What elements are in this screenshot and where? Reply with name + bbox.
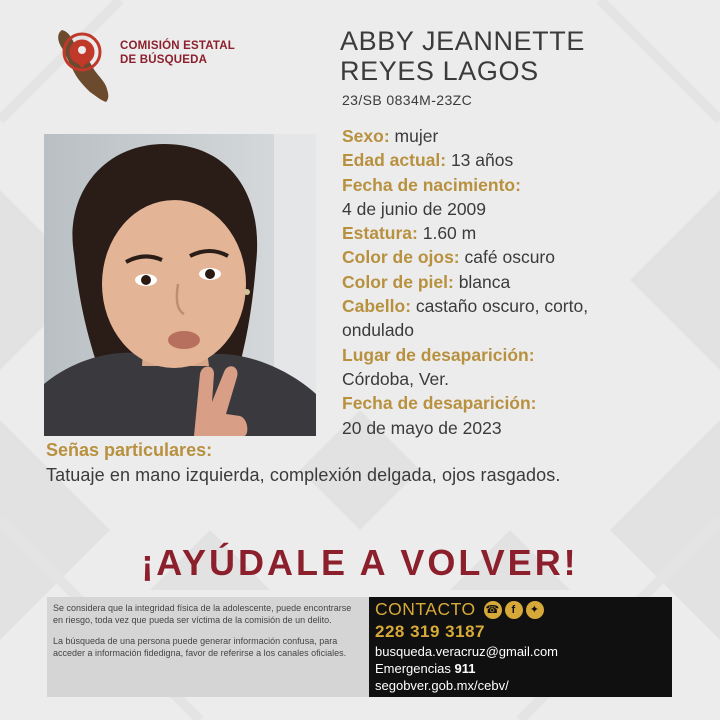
contact-box bbox=[369, 597, 672, 697]
cabello-label: Cabello: bbox=[342, 296, 412, 317]
estatura-row bbox=[342, 221, 712, 245]
piel-row bbox=[342, 270, 712, 294]
edad-value: 13 años bbox=[450, 150, 514, 171]
disclaimer-box bbox=[47, 597, 369, 697]
ojos-label: Color de ojos: bbox=[342, 247, 460, 268]
person-name-line1: ABBY JEANNETTE bbox=[340, 26, 585, 56]
contact-heading-row bbox=[375, 599, 544, 620]
person-name bbox=[340, 26, 585, 86]
organization-logo bbox=[48, 26, 278, 104]
lugar-label: Lugar de desaparición: bbox=[342, 344, 535, 365]
sexo-row bbox=[342, 124, 712, 148]
slogan-heading: ¡AYÚDALE A VOLVER! bbox=[141, 542, 579, 583]
disclaimer-paragraph-1: Se considera que la integridad física de la adolescente, puede encontrarse en riesgo, toda vez que pueda ser víctima de la comisión de un delito. bbox=[53, 603, 352, 625]
social-icons bbox=[484, 601, 544, 619]
contact-website[interactable]: segobver.gob.mx/cebv/ bbox=[375, 678, 509, 693]
disclaimer-paragraph-2: La búsqueda de una persona puede generar información confusa, para acceder a información fidedigna, favor de referirse a los canales oficiales. bbox=[53, 636, 347, 658]
ojos-row bbox=[342, 245, 712, 269]
fecha-desaparicion-label: Fecha de desaparición: bbox=[342, 393, 537, 414]
senas-text: Tatuaje en mano izquierda, complexión delgada, ojos rasgados. bbox=[46, 465, 561, 485]
portrait-illustration bbox=[44, 134, 316, 436]
ojos-value: café oscuro bbox=[464, 247, 555, 268]
fecha-desaparicion-value: 20 de mayo de 2023 bbox=[342, 417, 502, 438]
nacimiento-label: Fecha de nacimiento: bbox=[342, 174, 521, 195]
twitter-icon[interactable]: ✦ bbox=[526, 601, 544, 619]
organization-name-line1: COMISIÓN ESTATAL bbox=[120, 40, 235, 52]
facebook-icon[interactable]: f bbox=[505, 601, 523, 619]
cabello-value-line1: castaño oscuro, corto, bbox=[415, 296, 589, 317]
person-name-line2: REYES LAGOS bbox=[340, 56, 539, 86]
cabello-value-line2: ondulado bbox=[342, 320, 415, 341]
nacimiento-value: 4 de junio de 2009 bbox=[342, 198, 487, 219]
emergencias-label: Emergencias bbox=[375, 661, 451, 676]
edad-row bbox=[342, 148, 712, 172]
sexo-value: mujer bbox=[394, 126, 439, 146]
lugar-value: Córdoba, Ver. bbox=[342, 368, 450, 389]
person-details bbox=[342, 124, 712, 440]
case-folio: 23/SB 0834M-23ZC bbox=[342, 92, 473, 108]
organization-name-line2: DE BÚSQUEDA bbox=[120, 54, 208, 66]
estatura-label: Estatura: bbox=[342, 223, 418, 244]
piel-value: blanca bbox=[458, 271, 511, 292]
contact-email[interactable]: busqueda.veracruz@gmail.com bbox=[375, 644, 559, 659]
piel-label: Color de piel: bbox=[342, 271, 454, 292]
cabello-row bbox=[342, 294, 712, 318]
sexo-label: Sexo: bbox=[342, 126, 390, 146]
contact-phone[interactable]: 228 319 3187 bbox=[375, 622, 485, 641]
phone-icon[interactable]: ☎ bbox=[484, 601, 502, 619]
veracruz-map-pin-icon bbox=[48, 26, 114, 104]
estatura-value: 1.60 m bbox=[422, 223, 477, 244]
edad-label: Edad actual: bbox=[342, 150, 447, 171]
organization-name bbox=[120, 39, 235, 67]
emergencias-number[interactable]: 911 bbox=[454, 661, 476, 676]
emergencias-row bbox=[375, 661, 475, 676]
senas-label: Señas particulares: bbox=[46, 440, 213, 460]
person-photo bbox=[44, 134, 316, 436]
contact-heading: CONTACTO bbox=[375, 599, 476, 619]
